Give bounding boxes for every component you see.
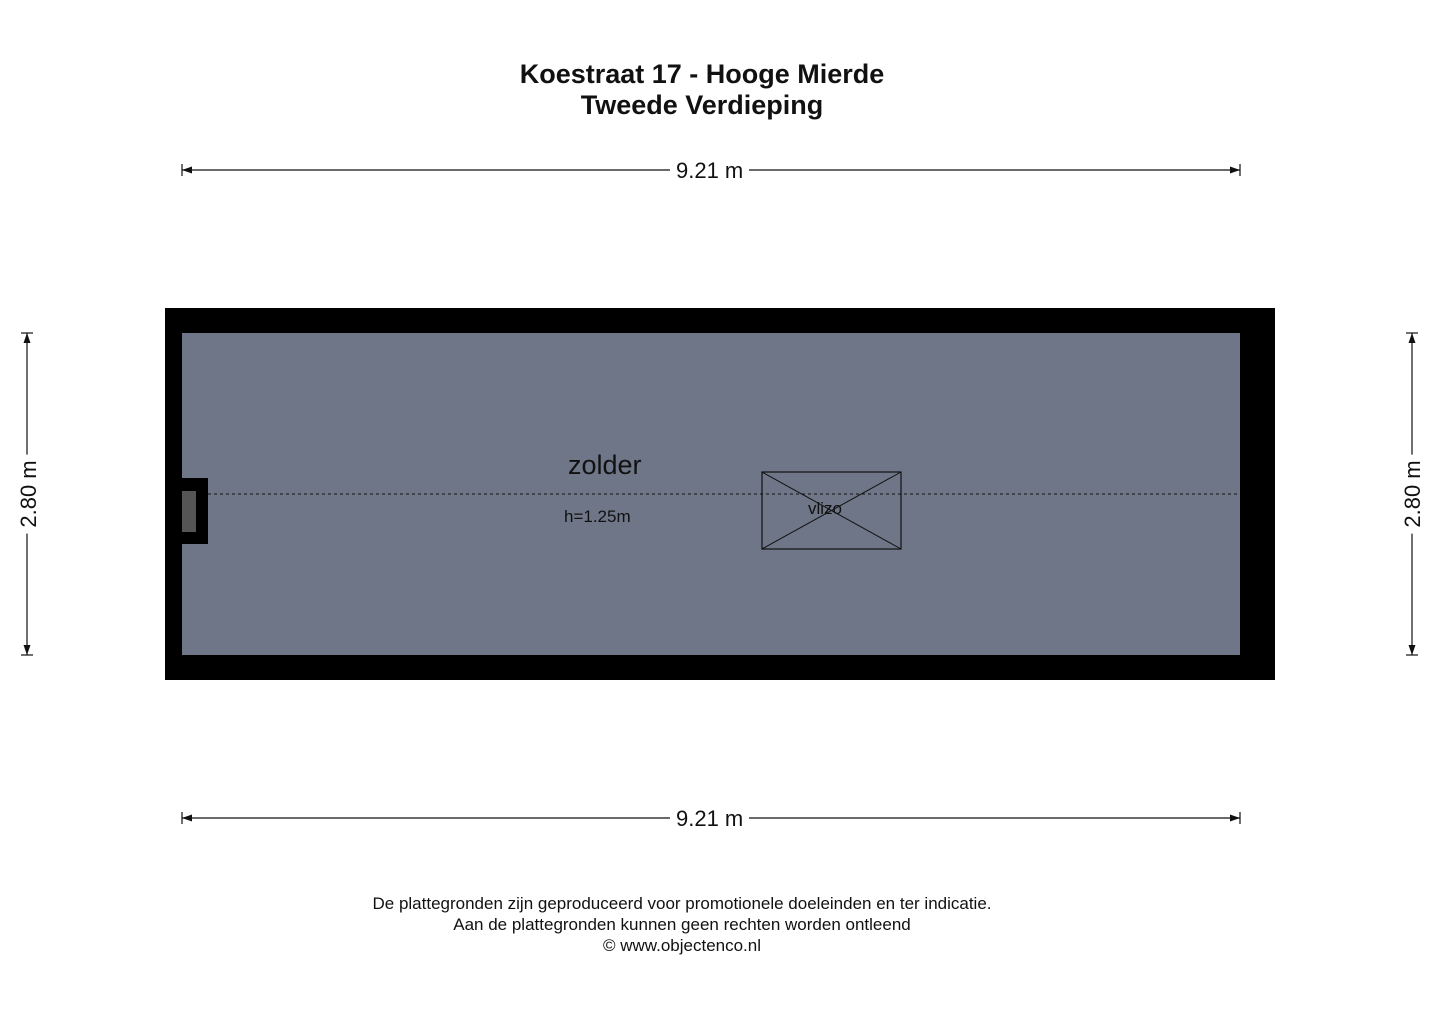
- plan-title: Koestraat 17 - Hooge Mierde: [519, 59, 885, 89]
- attic-hatch-label: vlizo: [808, 499, 843, 518]
- dimension-label-top: 9.21 m: [670, 159, 749, 183]
- chimney: [182, 491, 196, 532]
- dimension-label-left: 2.80 m: [17, 454, 41, 533]
- dimension-label-bottom: 9.21 m: [670, 807, 749, 831]
- dimension-label-right: 2.80 m: [1401, 454, 1425, 533]
- room-height-label: h=1.25m: [564, 507, 631, 526]
- disclaimer-line-2: Aan de plattegronden kunnen geen rechten worden ontleend: [453, 915, 911, 934]
- room-label: zolder: [568, 450, 642, 480]
- disclaimer-line-1: De plattegronden zijn geproduceerd voor promotionele doeleinden en ter indicatie.: [372, 894, 992, 913]
- floor-title: Tweede Verdieping: [580, 90, 824, 120]
- copyright-link: © www.objectenco.nl: [602, 936, 762, 955]
